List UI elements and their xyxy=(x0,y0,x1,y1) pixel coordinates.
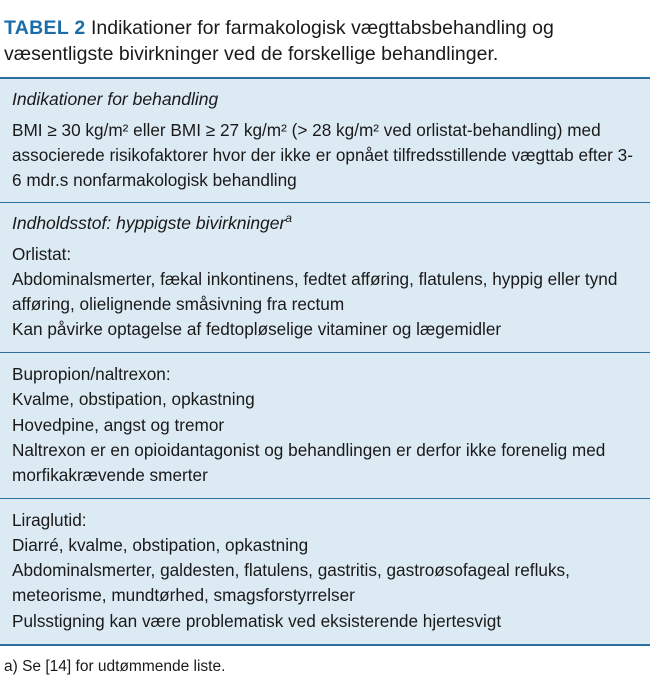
liraglutid-effect-3: Pulsstigning kan være problematisk ved eksisterende hjertesvigt xyxy=(12,610,502,631)
orlistat-effect-2: Kan påvirke optagelse af fedtopløselige vitaminer og lægemidler xyxy=(12,319,502,340)
table-section-indications xyxy=(0,79,650,202)
table-caption xyxy=(0,0,650,77)
table-section-liraglutid xyxy=(0,498,650,644)
table-section-orlistat xyxy=(0,202,650,352)
bupropion-effect-3: Naltrexon er en opioidantagonist og behandlingen er derfor ikke forenelig med morfikakrævende smerter xyxy=(12,440,606,486)
drug-name-liraglutid: Liraglutid: xyxy=(12,509,87,530)
table-title: Indikationer for farmakologisk vægttabsbehandling og væsentligste bivirkninger ved de forskellige behandlinger. xyxy=(4,17,554,65)
bupropion-effect-1: Kvalme, obstipation, opkastning xyxy=(12,388,255,409)
bupropion-effect-2: Hovedpine, angst og tremor xyxy=(12,414,225,435)
indications-text: BMI ≥ 30 kg/m² eller BMI ≥ 27 kg/m² (> 28 kg/m² ved orlistat-behandling) med associerede risikofaktorer hvor der ikke er opnået tilfredsstillende vægttab efter 3-6 mdr.s nonfarmakologisk behandling xyxy=(12,120,633,190)
footnote-marker: a xyxy=(285,211,292,226)
table-footnote: a) Se [14] for udtømmende liste. xyxy=(4,657,226,675)
orlistat-effect-1: Abdominalsmerter, fækal inkontinens, fedtet afføring, flatulens, hyppig eller tynd afføring, olielignende småsivning fra rectum xyxy=(12,268,618,314)
liraglutid-effect-2: Abdominalsmerter, galdesten, flatulens, gastritis, gastroøsofageal refluks, meteorisme, mundtørhed, smagsforstyrrelser xyxy=(12,560,570,606)
table-number: TABEL 2 xyxy=(4,17,86,39)
drug-name-orlistat: Orlistat: xyxy=(12,244,72,265)
table-section-bupropion-naltrexon xyxy=(0,352,650,498)
table-body xyxy=(0,77,650,645)
section-heading-side-effects: Indholdsstof: hyppigste bivirkninger$^a$ xyxy=(12,211,292,234)
section-heading-indications: Indikationer for behandling xyxy=(12,89,219,110)
drug-name-bupropion-naltrexon: Bupropion/naltrexon: xyxy=(12,364,171,385)
liraglutid-effect-1: Diarré, kvalme, obstipation, opkastning xyxy=(12,534,309,555)
